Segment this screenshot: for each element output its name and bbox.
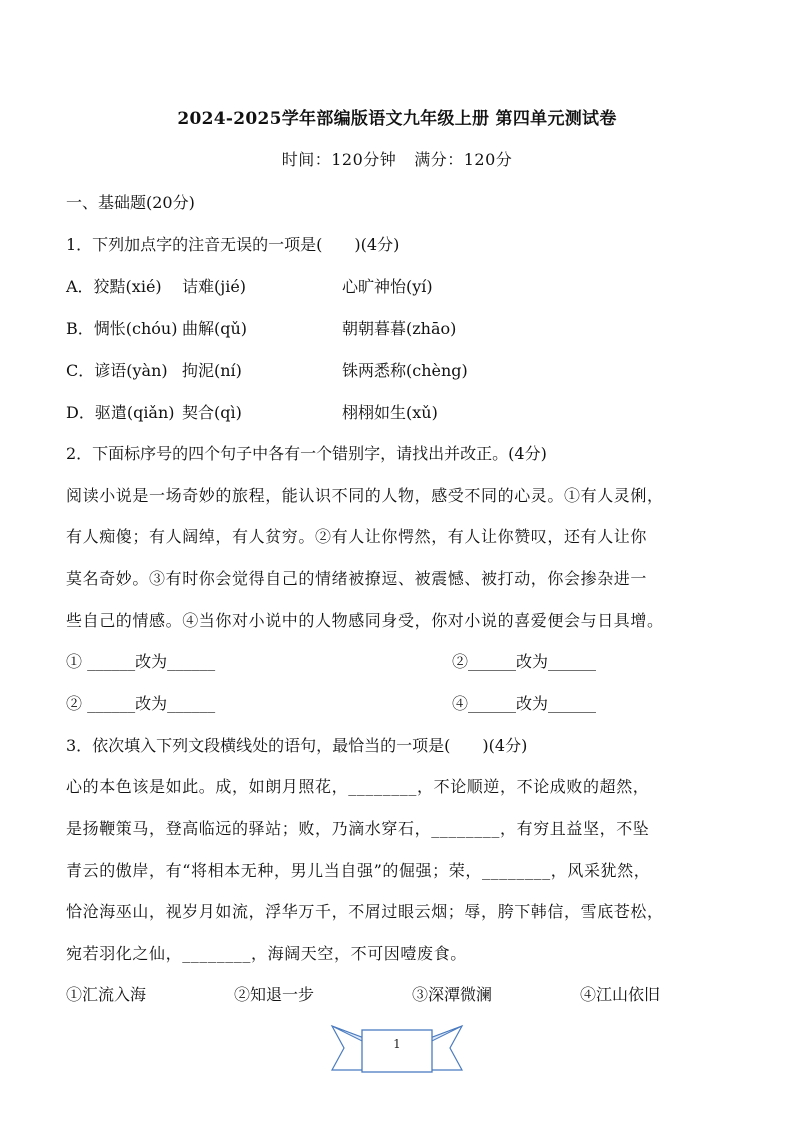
score-label: 满分：120分 — [414, 150, 513, 169]
question-3-passage-line: 宛若羽化之仙，________，海阔天空，不可因噎废食。 — [66, 944, 467, 963]
question-1-option-a: A．狡黠(xié) 诘难(jié) 心旷神怡(yí) — [66, 277, 433, 296]
question-2-passage-line: 莫名奇妙。③有时你会觉得自己的情绪被撩逗、被震憾、被打动，你会掺杂进一 — [66, 569, 648, 588]
exam-info — [0, 147, 794, 170]
choice-1: ①汇流入海 — [66, 985, 147, 1004]
question-2-passage-line: 有人痴傻；有人阔绰，有人贫穷。②有人让你愕然，有人让你赞叹，还有人让你 — [66, 527, 648, 546]
answer-blank-2[interactable]: ②______改为______ — [452, 652, 597, 671]
answer-blank-4[interactable]: ④______改为______ — [452, 694, 597, 713]
question-2-passage-line: 阅读小说是一场奇妙的旅程，能认识不同的人物，感受不同的心灵。①有人灵俐， — [66, 486, 664, 505]
answer-blank-3[interactable]: ② ______改为______ — [66, 694, 216, 713]
question-2-passage-line: 些自己的情感。④当你对小说中的人物感同身受，你对小说的喜爱便会与日具增。 — [66, 611, 664, 630]
question-2-stem: 2．下面标序号的四个句子中各有一个错别字，请找出并改正。(4分) — [66, 444, 547, 463]
page-number: 1 — [393, 1037, 401, 1051]
choice-2: ②知退一步 — [234, 985, 315, 1004]
question-3-choices — [66, 982, 660, 1005]
page-title: 2024-2025学年部编版语文九年级上册 第四单元测试卷 — [177, 109, 617, 129]
section-heading: 一、基础题(20分) — [66, 193, 195, 212]
question-3-passage-line: 心的本色该是如此。成，如朗月照花，________，不论顺逆，不论成败的超然， — [66, 777, 650, 796]
answer-blank-1[interactable]: ① ______改为______ — [66, 652, 216, 671]
time-label: 时间：120分钟 — [281, 150, 397, 169]
question-1-stem: 1．下列加点字的注音无误的一项是( )(4分) — [66, 235, 400, 254]
choice-4: ④江山依旧 — [580, 985, 661, 1004]
choice-3: ③深潭微澜 — [412, 985, 493, 1004]
question-1-option-d: D．驱遣(qiǎn) 契合(qì) 栩栩如生(xǔ) — [66, 403, 438, 422]
question-3-passage-line: 是扬鞭策马，登高临远的驿站；败，乃滴水穿石，________，有穷且益坚，不坠 — [66, 819, 650, 838]
question-3-stem: 3．依次填入下列文段横线处的语句，最恰当的一项是( )(4分) — [66, 736, 528, 755]
question-1-option-b: B．惆怅(chóu) 曲解(qǔ) 朝朝暮暮(zhāo) — [66, 319, 457, 338]
question-1-option-c: C．谚语(yàn) 拘泥(ní) 铢两悉称(chèng) — [66, 361, 468, 380]
question-3-passage-line: 恰沧海巫山，视岁月如流，浮华万千，不屑过眼云烟；辱，胯下韩信，雪底苍松， — [66, 902, 664, 921]
question-3-passage-line: 青云的傲岸，有“将相本无种，男儿当自强”的倔强；荣，________，风采犹然， — [66, 861, 651, 880]
